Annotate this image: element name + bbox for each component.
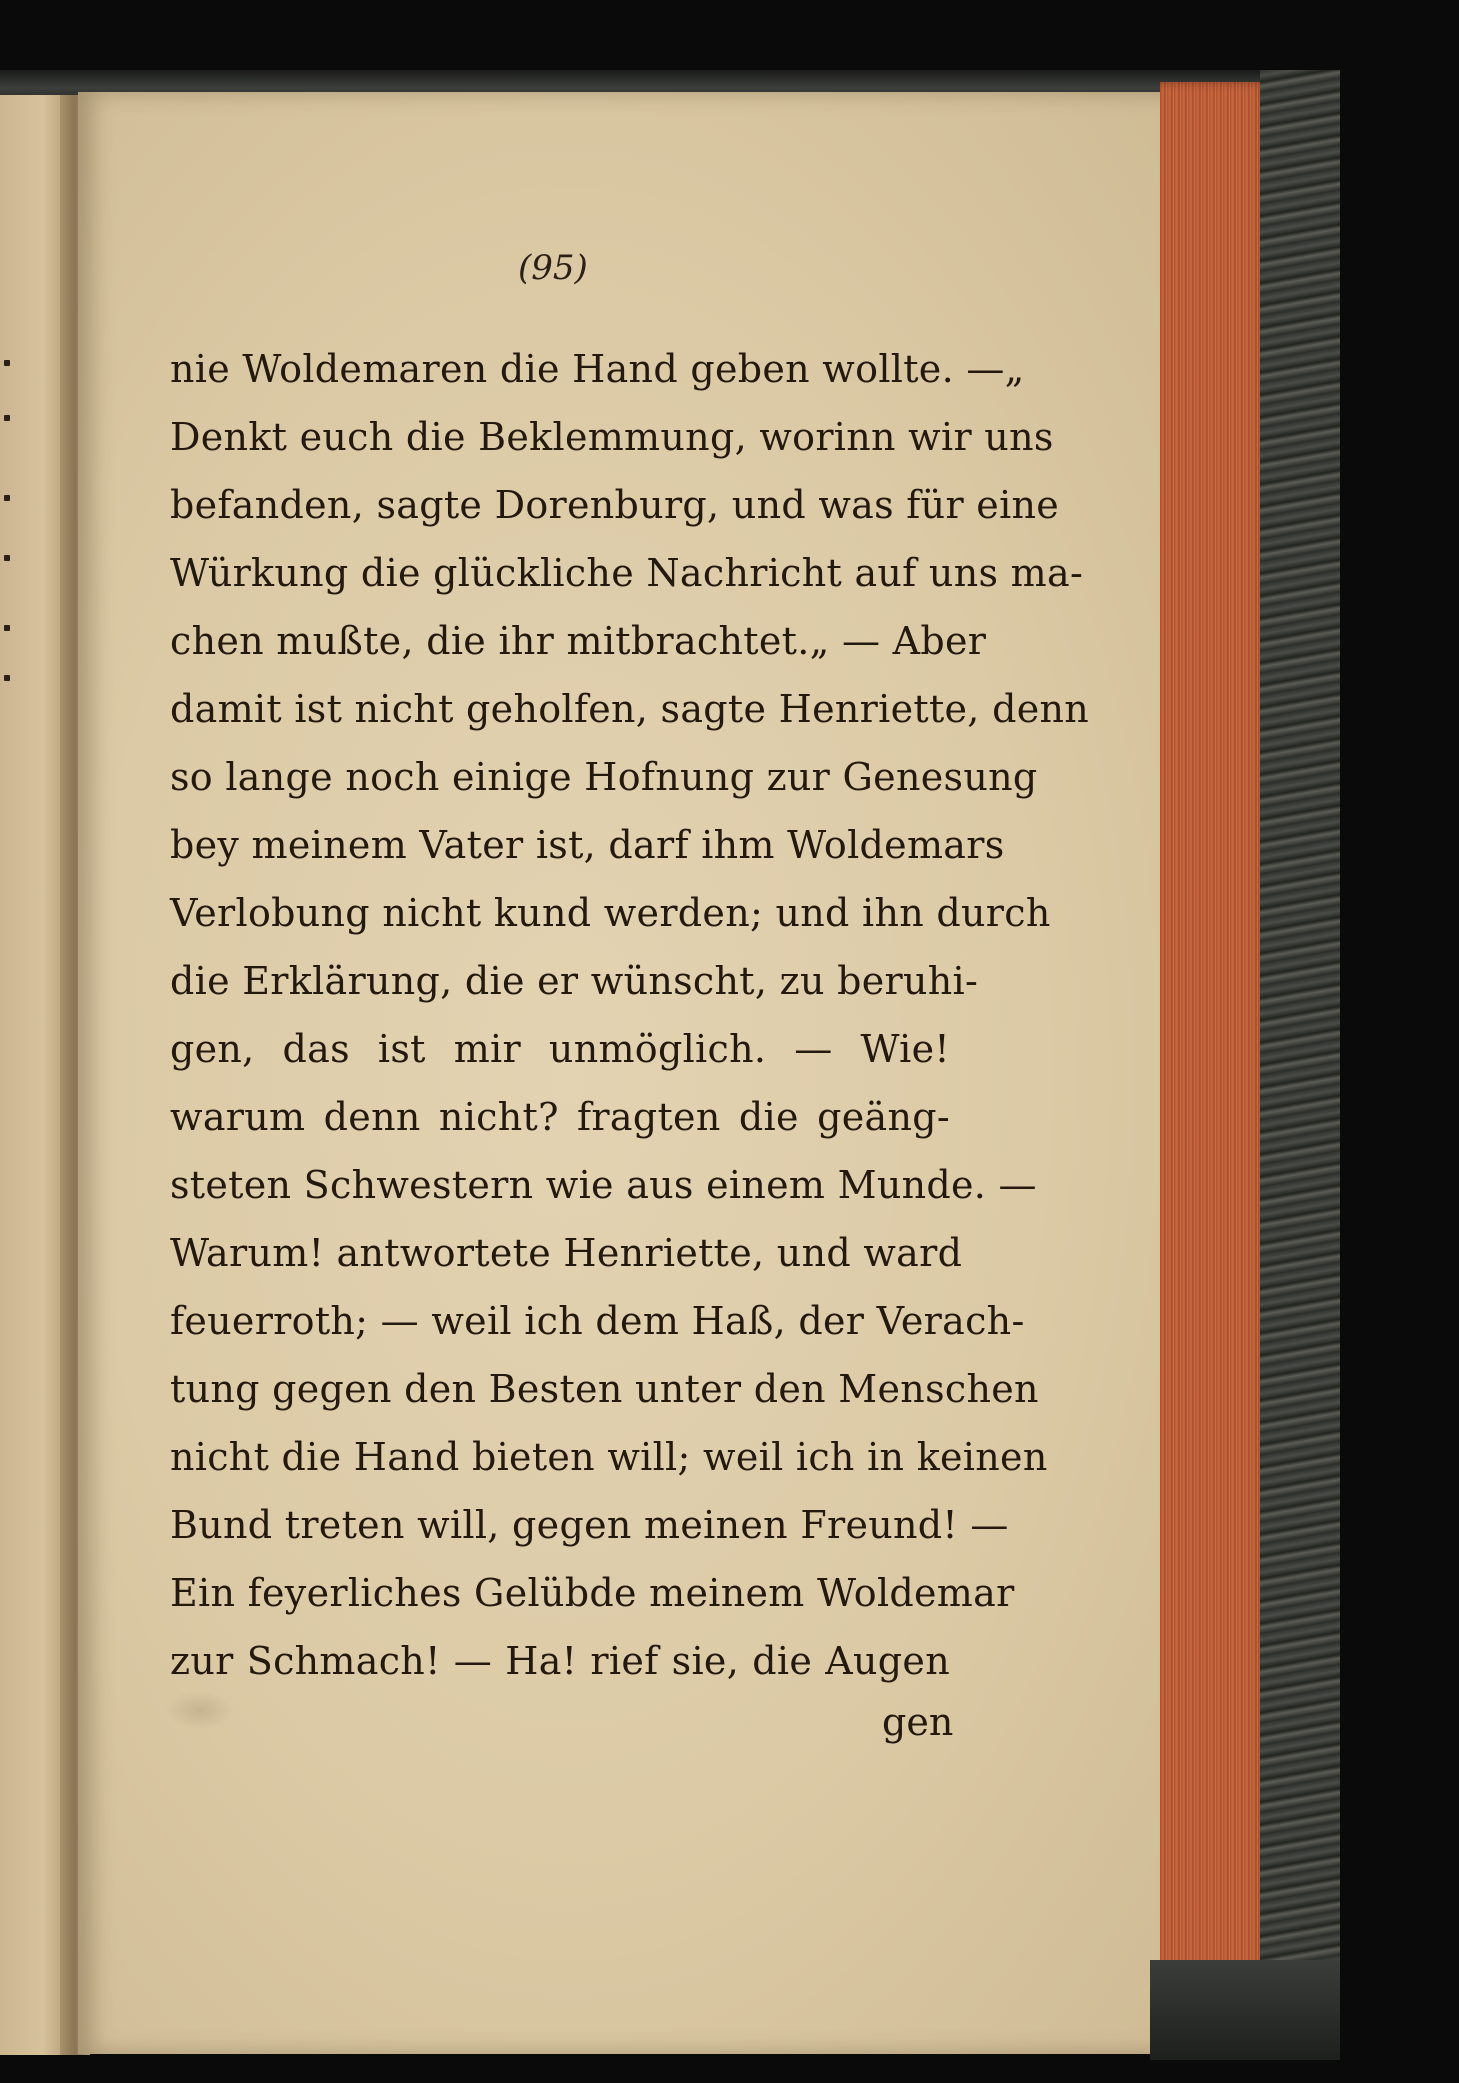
text-line: Denkt euch die Beklemmung, worinn wir uns [170, 415, 1054, 459]
text-line: tung gegen den Besten unter den Menschen [170, 1367, 1039, 1411]
text-line: nie Woldemaren die Hand geben wollte. —„ [170, 347, 1025, 391]
left-page-letter-fragment [4, 675, 10, 681]
text-line: Bund treten will, gegen meinen Freund! — [170, 1503, 1009, 1547]
left-page-letter-fragment [4, 495, 10, 501]
left-page-letter-fragment [4, 415, 10, 421]
text-line: feuerroth; — weil ich dem Haß, der Verach- [170, 1299, 1025, 1343]
text-line: so lange noch einige Hofnung zur Genesung [170, 755, 1038, 799]
catchword: gen [882, 1700, 954, 1744]
text-line: Würkung die glückliche Nachricht auf uns ma- [170, 551, 1084, 595]
text-line: chen mußte, die ihr mitbrachtet.„ — Aber [170, 619, 987, 663]
text-line: die Erklärung, die er wünscht, zu beruhi- [170, 959, 979, 1003]
text-line: befanden, sagte Dorenburg, und was für eine [170, 483, 1060, 527]
page-edges-red [1160, 82, 1270, 1972]
text-line: damit ist nicht geholfen, sagte Henriette, denn [170, 687, 1090, 731]
text-line: steten Schwestern wie aus einem Munde. — [170, 1163, 1037, 1207]
text-line: nicht die Hand bieten will; weil ich in keinen [170, 1435, 1048, 1479]
faint-stain [165, 1690, 235, 1730]
text-line: bey meinem Vater ist, darf ihm Woldemars [170, 823, 1005, 867]
text-line: Verlobung nicht kund werden; und ihn durch [170, 891, 1051, 935]
book-cover-right [1260, 70, 1340, 2060]
body-text [170, 335, 1090, 1695]
page-number: (95) [518, 248, 588, 288]
book-cover-bottom [1150, 1960, 1340, 2060]
left-page-letter-fragment [4, 625, 10, 631]
left-page-letter-fragment [4, 555, 10, 561]
text-line: Warum! antwortete Henriette, und ward [170, 1231, 963, 1275]
text-line: warum denn nicht? fragten die geäng- [170, 1095, 950, 1139]
text-line: gen, das ist mir unmöglich. — Wie! [170, 1027, 950, 1071]
left-page-letter-fragment [4, 360, 10, 366]
text-line: zur Schmach! — Ha! rief sie, die Augen [170, 1639, 950, 1683]
text-line: Ein feyerliches Gelübde meinem Woldemar [170, 1571, 1015, 1615]
